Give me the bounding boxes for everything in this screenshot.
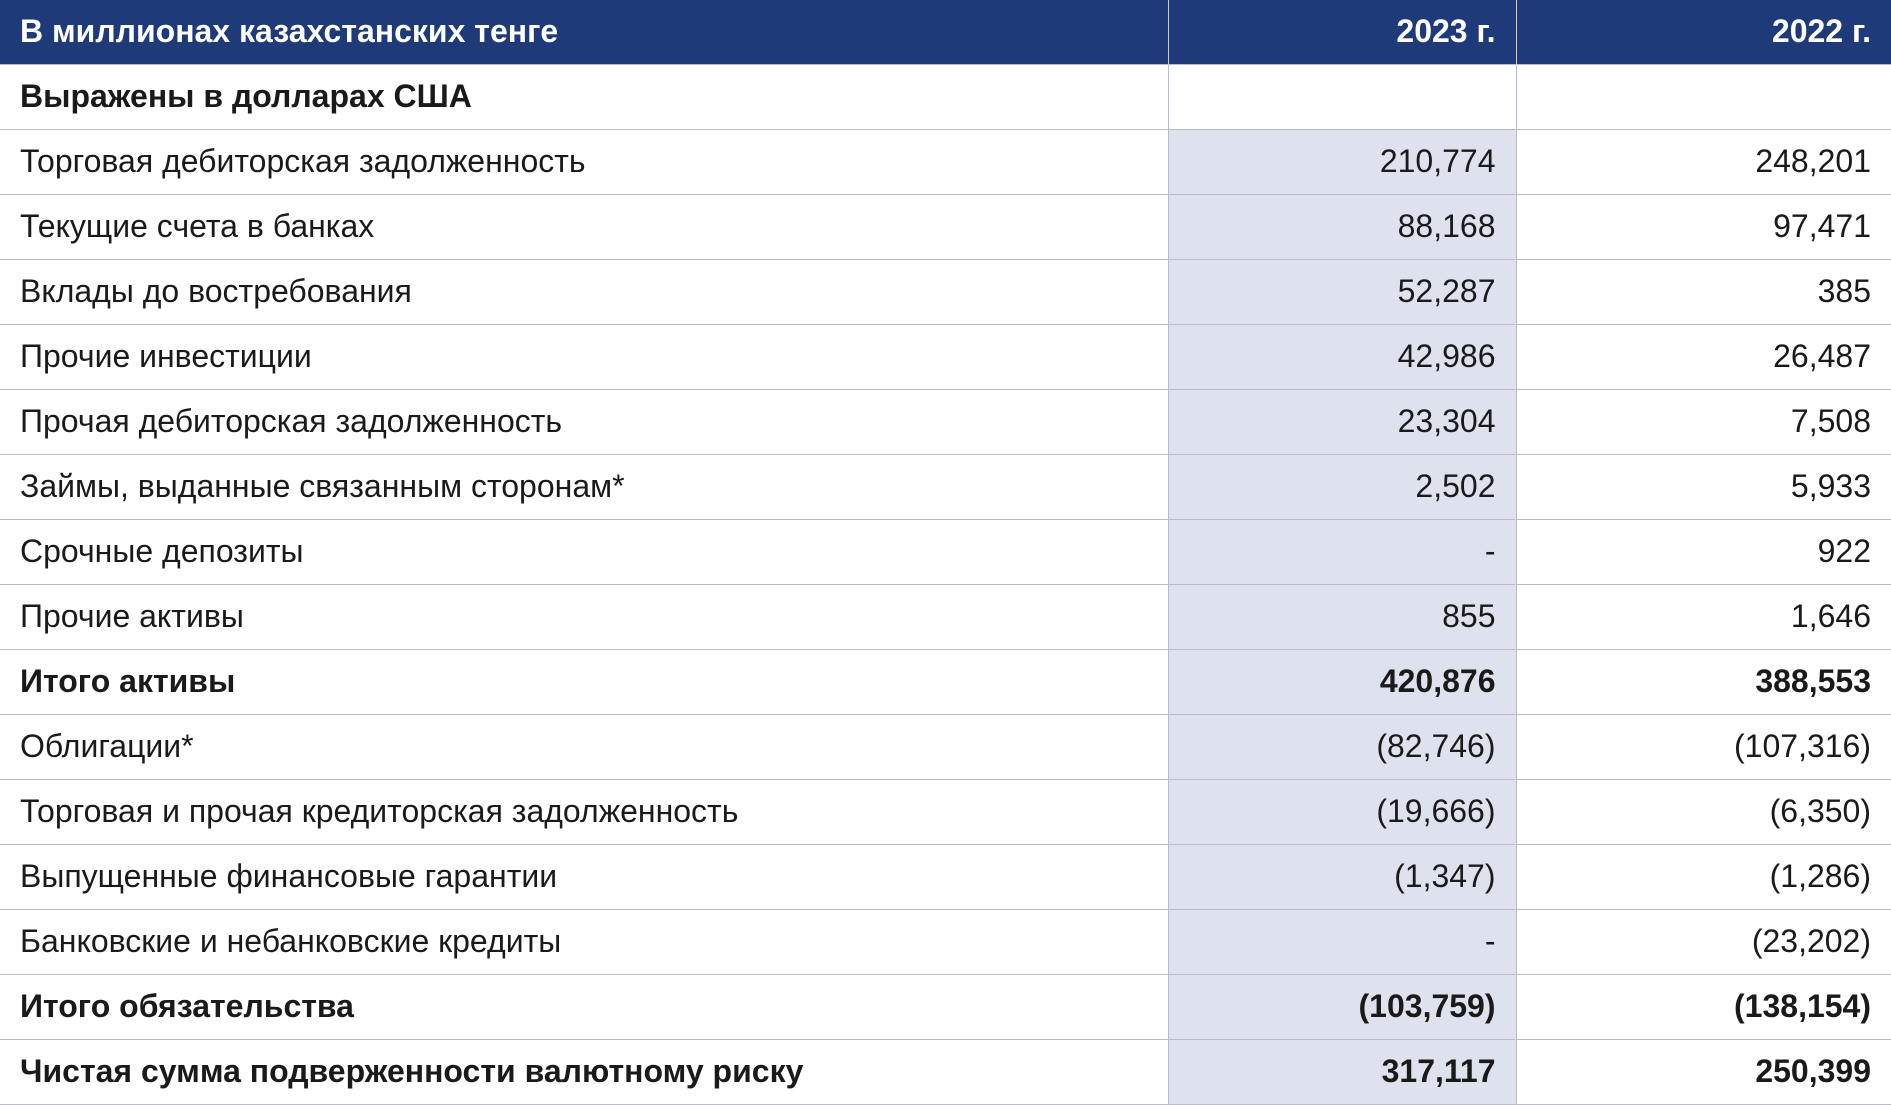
value-2023: (82,746) [1168,714,1516,779]
table-row [0,194,1891,259]
row-label: Итого обязательства [0,974,1168,1039]
value-2022: 26,487 [1516,324,1891,389]
value-2023: 855 [1168,584,1516,649]
value-2023: - [1168,519,1516,584]
value-2022: 250,399 [1516,1039,1891,1104]
value-2023: 420,876 [1168,649,1516,714]
header-row [0,0,1891,64]
table-row [0,324,1891,389]
row-label: Выпущенные финансовые гарантии [0,844,1168,909]
row-label: Торговая и прочая кредиторская задолженность [0,779,1168,844]
value-2023: 52,287 [1168,259,1516,324]
row-label: Вклады до востребования [0,259,1168,324]
table-row [0,909,1891,974]
value-2022: 5,933 [1516,454,1891,519]
header-label: В миллионах казахстанских тенге [0,0,1168,64]
table-row [0,519,1891,584]
row-label: Прочие активы [0,584,1168,649]
value-2023: 2,502 [1168,454,1516,519]
value-2023: 23,304 [1168,389,1516,454]
row-label: Текущие счета в банках [0,194,1168,259]
row-label: Срочные депозиты [0,519,1168,584]
value-2022: (1,286) [1516,844,1891,909]
value-2022: (23,202) [1516,909,1891,974]
table-row [0,779,1891,844]
row-label: Займы, выданные связанным сторонам* [0,454,1168,519]
table-row [0,259,1891,324]
row-label: Прочая дебиторская задолженность [0,389,1168,454]
value-2023 [1168,64,1516,129]
table-row [0,844,1891,909]
table-row [0,129,1891,194]
value-2022 [1516,64,1891,129]
row-label: Выражены в долларах США [0,64,1168,129]
row-label: Итого активы [0,649,1168,714]
table-row [0,454,1891,519]
value-2023: - [1168,909,1516,974]
value-2023: 317,117 [1168,1039,1516,1104]
value-2022: 1,646 [1516,584,1891,649]
value-2023: 210,774 [1168,129,1516,194]
row-label: Банковские и небанковские кредиты [0,909,1168,974]
section-row [0,64,1891,129]
total-row [0,649,1891,714]
row-label: Чистая сумма подверженности валютному риску [0,1039,1168,1104]
value-2022: 922 [1516,519,1891,584]
total-row [0,974,1891,1039]
value-2022: 97,471 [1516,194,1891,259]
value-2023: (103,759) [1168,974,1516,1039]
value-2022: (6,350) [1516,779,1891,844]
row-label: Торговая дебиторская задолженность [0,129,1168,194]
table-row [0,389,1891,454]
header-year-2022: 2022 г. [1516,0,1891,64]
table-row [0,714,1891,779]
total-row [0,1039,1891,1104]
value-2023: (1,347) [1168,844,1516,909]
value-2022: 248,201 [1516,129,1891,194]
value-2022: (107,316) [1516,714,1891,779]
value-2023: 42,986 [1168,324,1516,389]
value-2022: 385 [1516,259,1891,324]
table-row [0,584,1891,649]
value-2023: 88,168 [1168,194,1516,259]
row-label: Облигации* [0,714,1168,779]
row-label: Прочие инвестиции [0,324,1168,389]
value-2022: (138,154) [1516,974,1891,1039]
value-2023: (19,666) [1168,779,1516,844]
value-2022: 388,553 [1516,649,1891,714]
header-year-2023: 2023 г. [1168,0,1516,64]
table-body [0,64,1891,1104]
value-2022: 7,508 [1516,389,1891,454]
table-header [0,0,1891,64]
